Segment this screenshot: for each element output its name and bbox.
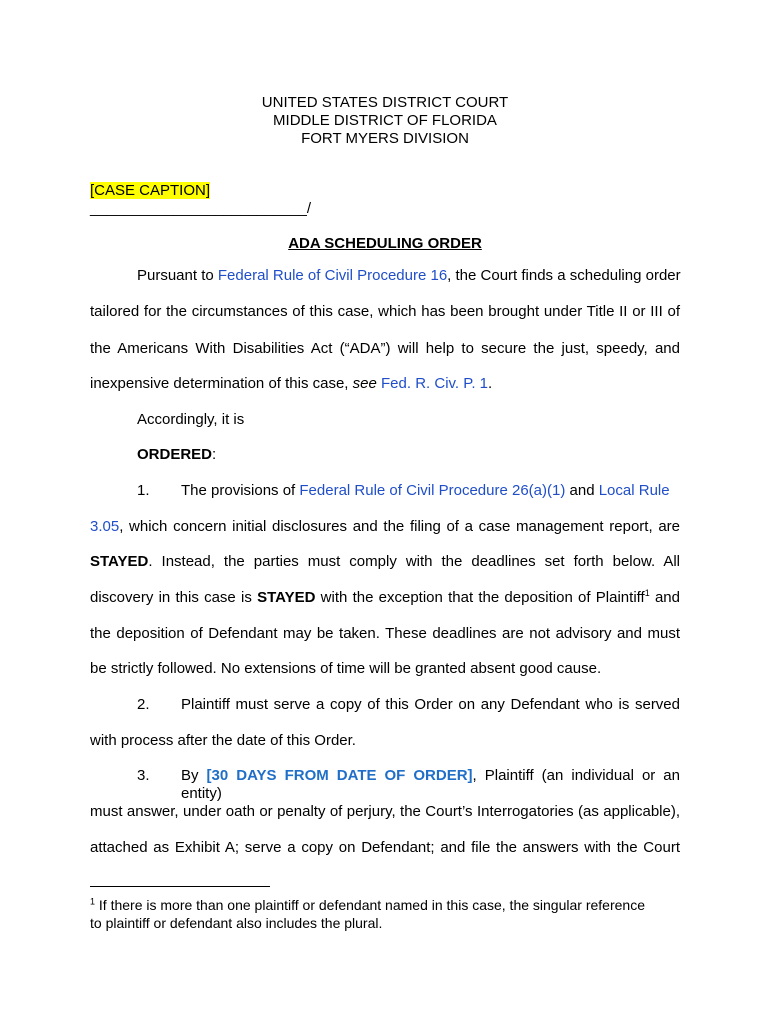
frcp-26-link[interactable]: Federal Rule of Civil Procedure 26(a)(1): [299, 482, 566, 499]
paragraph-line: discovery in this case is STAYED with the exception that the deposition of Plaintiff$^1$ and: [90, 588, 680, 606]
caption-underline: __________________________/: [90, 200, 312, 217]
paragraph-line: tailored for the circumstances of this case, which has been brought under Title II or III of: [90, 303, 680, 320]
footnote-reference[interactable]: 1: [644, 588, 650, 598]
paragraph-line: STAYED. Instead, the parties must comply with the deadlines set forth below. All: [90, 553, 680, 570]
frcp-16-link[interactable]: Federal Rule of Civil Procedure 16: [217, 267, 448, 284]
item-number: 3.: [137, 767, 150, 784]
footnote-number: 1: [90, 896, 96, 907]
item-number: 2.: [137, 696, 150, 713]
paragraph-line: be strictly followed. No extensions of time will be granted absent good cause.: [90, 660, 602, 677]
footnote-text: $^1$ If there is more than one plaintiff or defendant named in this case, the singular reference: [90, 896, 645, 913]
document-page: UNITED STATES DISTRICT COURT MIDDLE DISTRICT OF FLORIDA FORT MYERS DIVISION [CASE CAPTION] __________________________/ ADA SCHEDULING ORDER Pursuant to Federal Rule of Civil Procedure 16, the Court finds a scheduling order tailored for the circumstances of this case, which has been brought under Title II or III of the Americans With Disabilities Act (“ADA”) will help to secure the just, speedy, and inexpensive determination of this case, see Fed. R. Civ. P. 1. Accordingly, it is ORDERED: 1. The provisions of Federal Rule of Civil Procedure 26(a)(1) and Local Rule 3.05, which concern initial disclosures and the filing of a case management report, are STAYED. Instead, the parties must comply with the deadlines set forth below. All discovery in this case is STAYED with the exception that the deposition of Plaintiff$^1$ and the deposition of Defendant may be taken. These deadlines are not advisory and must be strictly followed. No extensions of time will be granted absent good cause. 2. Plaintiff must serve a copy of this Order on any Defendant who is served with process after the date of this Order. 3. By [30 DAYS FROM DATE OF ORDER], Plaintiff (an individual or an entity) must answer, under oath or penalty of perjury, the Court’s Interrogatories (as applicable), attached as Exhibit A; serve a copy on Defendant; and file the answers with the Court $^1$ If there is more than one plaintiff or defendant named in this case, the singular reference to plaintiff or defendant also includes the plural.: [0, 0, 770, 1024]
case-caption-placeholder: [CASE CAPTION]: [90, 182, 211, 199]
paragraph-line: attached as Exhibit A; serve a copy on Defendant; and file the answers with the Court: [90, 839, 680, 856]
accordingly-text: Accordingly, it is: [137, 411, 245, 428]
paragraph-line: the Americans With Disabilities Act (“ADA”) will help to secure the just, speedy, and: [90, 340, 680, 357]
case-caption: [90, 182, 210, 200]
footnote-separator: [90, 886, 270, 887]
ordered-heading: ORDERED:: [137, 446, 217, 463]
local-rule-link[interactable]: 3.05: [90, 518, 120, 535]
paragraph-line: Pursuant to Federal Rule of Civil Procedure 16, the Court finds a scheduling order: [137, 267, 681, 284]
division-name: FORT MYERS DIVISION: [301, 130, 469, 147]
footnote-text: to plaintiff or defendant also includes the plural.: [90, 915, 383, 931]
paragraph-line: inexpensive determination of this case, see Fed. R. Civ. P. 1.: [90, 375, 493, 392]
deadline-placeholder: [30 DAYS FROM DATE OF ORDER]: [206, 767, 473, 784]
paragraph-line: the deposition of Defendant may be taken. These deadlines are not advisory and must: [90, 625, 680, 642]
paragraph-line: 3.05, which concern initial disclosures and the filing of a case management report, are: [90, 518, 680, 535]
item-number: 1.: [137, 482, 150, 499]
district-name: MIDDLE DISTRICT OF FLORIDA: [273, 112, 497, 129]
court-name: UNITED STATES DISTRICT COURT: [261, 94, 509, 111]
local-rule-link[interactable]: Local Rule: [598, 482, 670, 499]
document-title: ADA SCHEDULING ORDER: [288, 235, 482, 252]
frcp-1-link[interactable]: Fed. R. Civ. P. 1: [381, 375, 489, 392]
paragraph-line: must answer, under oath or penalty of perjury, the Court’s Interrogatories (as applicable),: [90, 803, 680, 820]
paragraph-line: with process after the date of this Order.: [90, 732, 356, 749]
